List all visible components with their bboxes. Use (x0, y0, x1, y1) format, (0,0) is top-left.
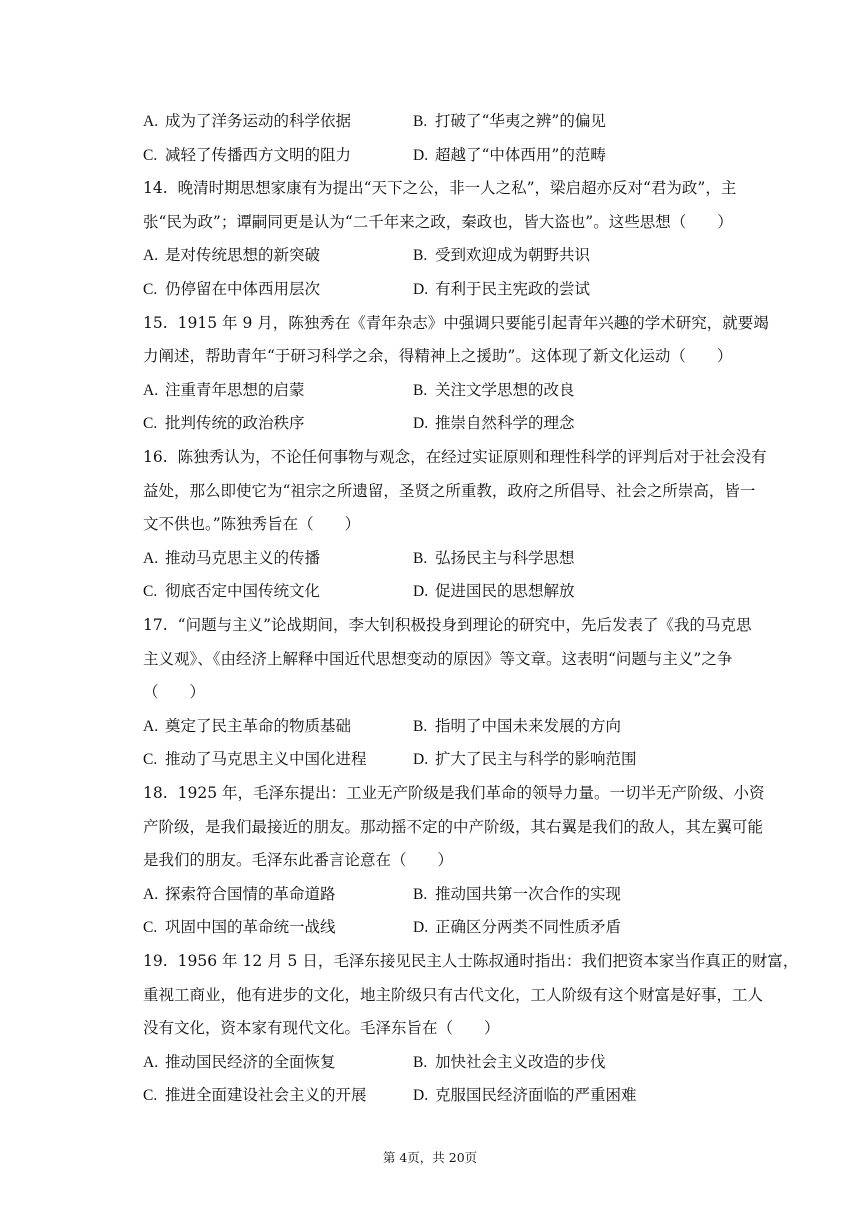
option-b (413, 883, 621, 906)
option-text: 关注文学思想的改良 (435, 380, 575, 399)
option-text: 克服国民经济面临的严重困难 (435, 1086, 637, 1105)
question-stem (143, 177, 758, 199)
option-b (413, 547, 575, 570)
stem-text: 益处，那么即使它为“祖宗之所遗留，圣贤之所重教，政府之所倡导、社会之所崇高，皆一 (143, 481, 756, 500)
option-letter: B. (413, 549, 428, 567)
option-a (143, 379, 305, 402)
question-stem-continued (143, 849, 758, 871)
question-stem-continued (143, 984, 764, 1006)
stem-text: 1915 年 9 月，陈独秀在《青年杂志》中强调只要能引起青年兴趣的学术研究，就要竭 (177, 313, 769, 332)
option-b (413, 379, 575, 402)
option-text: 是对传统思想的新突破 (165, 246, 321, 265)
question-number: 16. (143, 448, 168, 466)
option-d (413, 748, 637, 771)
option-letter: A. (143, 381, 159, 399)
option-text: 超越了“中体西用”的范畴 (435, 145, 606, 164)
option-text: 仍停留在中体西用层次 (165, 280, 321, 298)
option-a (143, 715, 351, 738)
option-text: 推动国共第一次合作的实现 (435, 884, 622, 903)
option-text: 有利于民主宪政的尝试 (435, 280, 591, 298)
question-number: 19. (143, 952, 168, 970)
stem-text: 是我们的朋友。毛泽东此番言论意在（ ） (143, 851, 454, 870)
option-letter: D. (413, 1087, 429, 1105)
option-letter: D. (413, 146, 429, 164)
option-text: 注重青年思想的启蒙 (165, 380, 305, 399)
question-stem-continued (143, 480, 758, 502)
option-text: 正确区分两类不同性质矛盾 (435, 918, 622, 937)
option-c (143, 144, 351, 167)
option-letter: B. (413, 885, 428, 903)
option-text: 成为了洋务运动的科学依据 (165, 112, 352, 130)
option-text: 推动马克思主义的传播 (165, 548, 321, 567)
option-letter: A. (143, 717, 159, 735)
option-letter: C. (143, 1087, 158, 1105)
option-letter: B. (413, 113, 428, 130)
question-stem-continued (143, 345, 758, 367)
question-stem-continued (143, 513, 758, 535)
option-c (143, 916, 336, 939)
option-text: 弘扬民主与科学思想 (435, 548, 575, 567)
option-b (413, 1051, 606, 1074)
option-text: 推动了马克思主义中国化进程 (165, 750, 367, 769)
option-letter: A. (143, 247, 159, 265)
option-letter: A. (143, 113, 159, 130)
option-b (413, 715, 621, 738)
question-number: 18. (143, 784, 168, 802)
option-text: 彻底否定中国传统文化 (165, 582, 321, 601)
question-stem (143, 446, 767, 468)
option-letter: C. (143, 281, 158, 298)
stem-text: 张“民为政”；谭嗣同更是认为“二千年来之政，秦政也，皆大盗也”。这些思想（ ） (143, 212, 733, 231)
option-text: 减轻了传播西方文明的阻力 (165, 145, 352, 164)
option-c (143, 580, 320, 603)
option-letter: D. (413, 583, 429, 601)
option-letter: C. (143, 919, 158, 937)
stem-text: 文不供也。”陈独秀旨在（ ） (143, 515, 361, 534)
option-c (143, 278, 320, 301)
option-b (413, 244, 590, 267)
option-letter: B. (413, 717, 428, 735)
question-stem-continued (143, 648, 758, 670)
option-a (143, 547, 320, 570)
option-b (413, 110, 606, 133)
option-letter: A. (143, 549, 159, 567)
option-letter: D. (413, 415, 429, 433)
option-text: 打破了“华夷之辨”的偏见 (435, 112, 606, 130)
option-text: 奠定了民主革命的物质基础 (165, 716, 352, 735)
option-c (143, 1084, 367, 1107)
stem-text: 力阐述，帮助青年“于研习科学之余，得精神上之援助”。这体现了新文化运动（ ） (143, 347, 733, 366)
question-stem (143, 614, 758, 636)
option-letter: A. (143, 885, 159, 903)
option-a (143, 1051, 336, 1074)
option-d (413, 278, 590, 301)
question-number: 17. (143, 616, 168, 634)
option-letter: C. (143, 751, 158, 769)
option-letter: B. (413, 247, 428, 265)
option-text: 巩固中国的革命统一战线 (165, 918, 336, 937)
stem-text: 产阶级，是我们最接近的朋友。那动摇不定的中产阶级，其右翼是我们的敌人，其左翼可能 (143, 817, 764, 836)
stem-text: 晚清时期思想家康有为提出“天下之公，非一人之私”，梁启超亦反对“君为政”，主 (177, 179, 737, 198)
question-stem-continued (143, 681, 758, 703)
option-letter: C. (143, 583, 158, 601)
option-a (143, 244, 320, 267)
option-d (413, 1084, 637, 1107)
stem-text: 主义观》、《由经济上解释中国近代思想变动的原因》等文章。这表明“问题与主义”之争 (143, 649, 733, 668)
option-c (143, 748, 367, 771)
page-footer: 第 4页，共 20页 (382, 1150, 478, 1165)
question-number: 15. (143, 313, 168, 332)
option-text: 批判传统的政治秩序 (165, 414, 305, 433)
option-text: 促进国民的思想解放 (435, 582, 575, 601)
option-a (143, 883, 336, 906)
option-letter: D. (413, 919, 429, 937)
option-d (413, 580, 575, 603)
option-text: 探索符合国情的革命道路 (165, 884, 336, 903)
option-letter: C. (143, 146, 158, 164)
option-letter: A. (143, 1053, 159, 1071)
stem-text: （ ） (143, 683, 206, 702)
option-letter: C. (143, 415, 158, 433)
stem-text: 1925 年，毛泽东提出：工业无产阶级是我们革命的领导力量。一切半无产阶级、小资 (177, 784, 765, 802)
stem-text: “问题与主义”论战期间，李大钊积极投身到理论的研究中，先后发表了《我的马克思 (177, 616, 752, 634)
option-letter: D. (413, 751, 429, 769)
stem-text: 没有文化，资本家有现代文化。毛泽东旨在（ ） (143, 1019, 500, 1038)
option-text: 推动国民经济的全面恢复 (165, 1052, 336, 1071)
option-d (413, 916, 621, 939)
question-number: 14. (143, 179, 168, 198)
question-stem (143, 782, 765, 804)
option-letter: B. (413, 1053, 428, 1071)
question-stem-continued (143, 816, 764, 838)
option-letter: D. (413, 281, 429, 298)
question-stem (143, 950, 799, 972)
question-stem-continued (143, 211, 758, 233)
stem-text: 陈独秀认为，不论任何事物与观念，在经过实证原则和理性科学的评判后对于社会没有 (177, 448, 767, 466)
option-text: 推进全面建设社会主义的开展 (165, 1086, 367, 1105)
question-stem (143, 312, 769, 334)
stem-text: 1956 年 12 月 5 日，毛泽东接见民主人士陈叔通时指出：我们把资本家当作真正的财富， (177, 952, 799, 970)
stem-text: 重视工商业，他有进步的文化，地主阶级只有古代文化，工人阶级有这个财富是好事，工人 (143, 985, 764, 1004)
option-d (413, 144, 606, 167)
option-letter: B. (413, 381, 428, 399)
option-text: 受到欢迎成为朝野共识 (435, 246, 591, 265)
option-c (143, 412, 305, 435)
option-text: 指明了中国未来发展的方向 (435, 716, 622, 735)
option-d (413, 412, 575, 435)
option-text: 扩大了民主与科学的影响范围 (435, 750, 637, 769)
question-stem-continued (143, 1017, 758, 1039)
option-a (143, 110, 351, 133)
option-text: 推崇自然科学的理念 (435, 414, 575, 433)
option-text: 加快社会主义改造的步伐 (435, 1052, 606, 1071)
